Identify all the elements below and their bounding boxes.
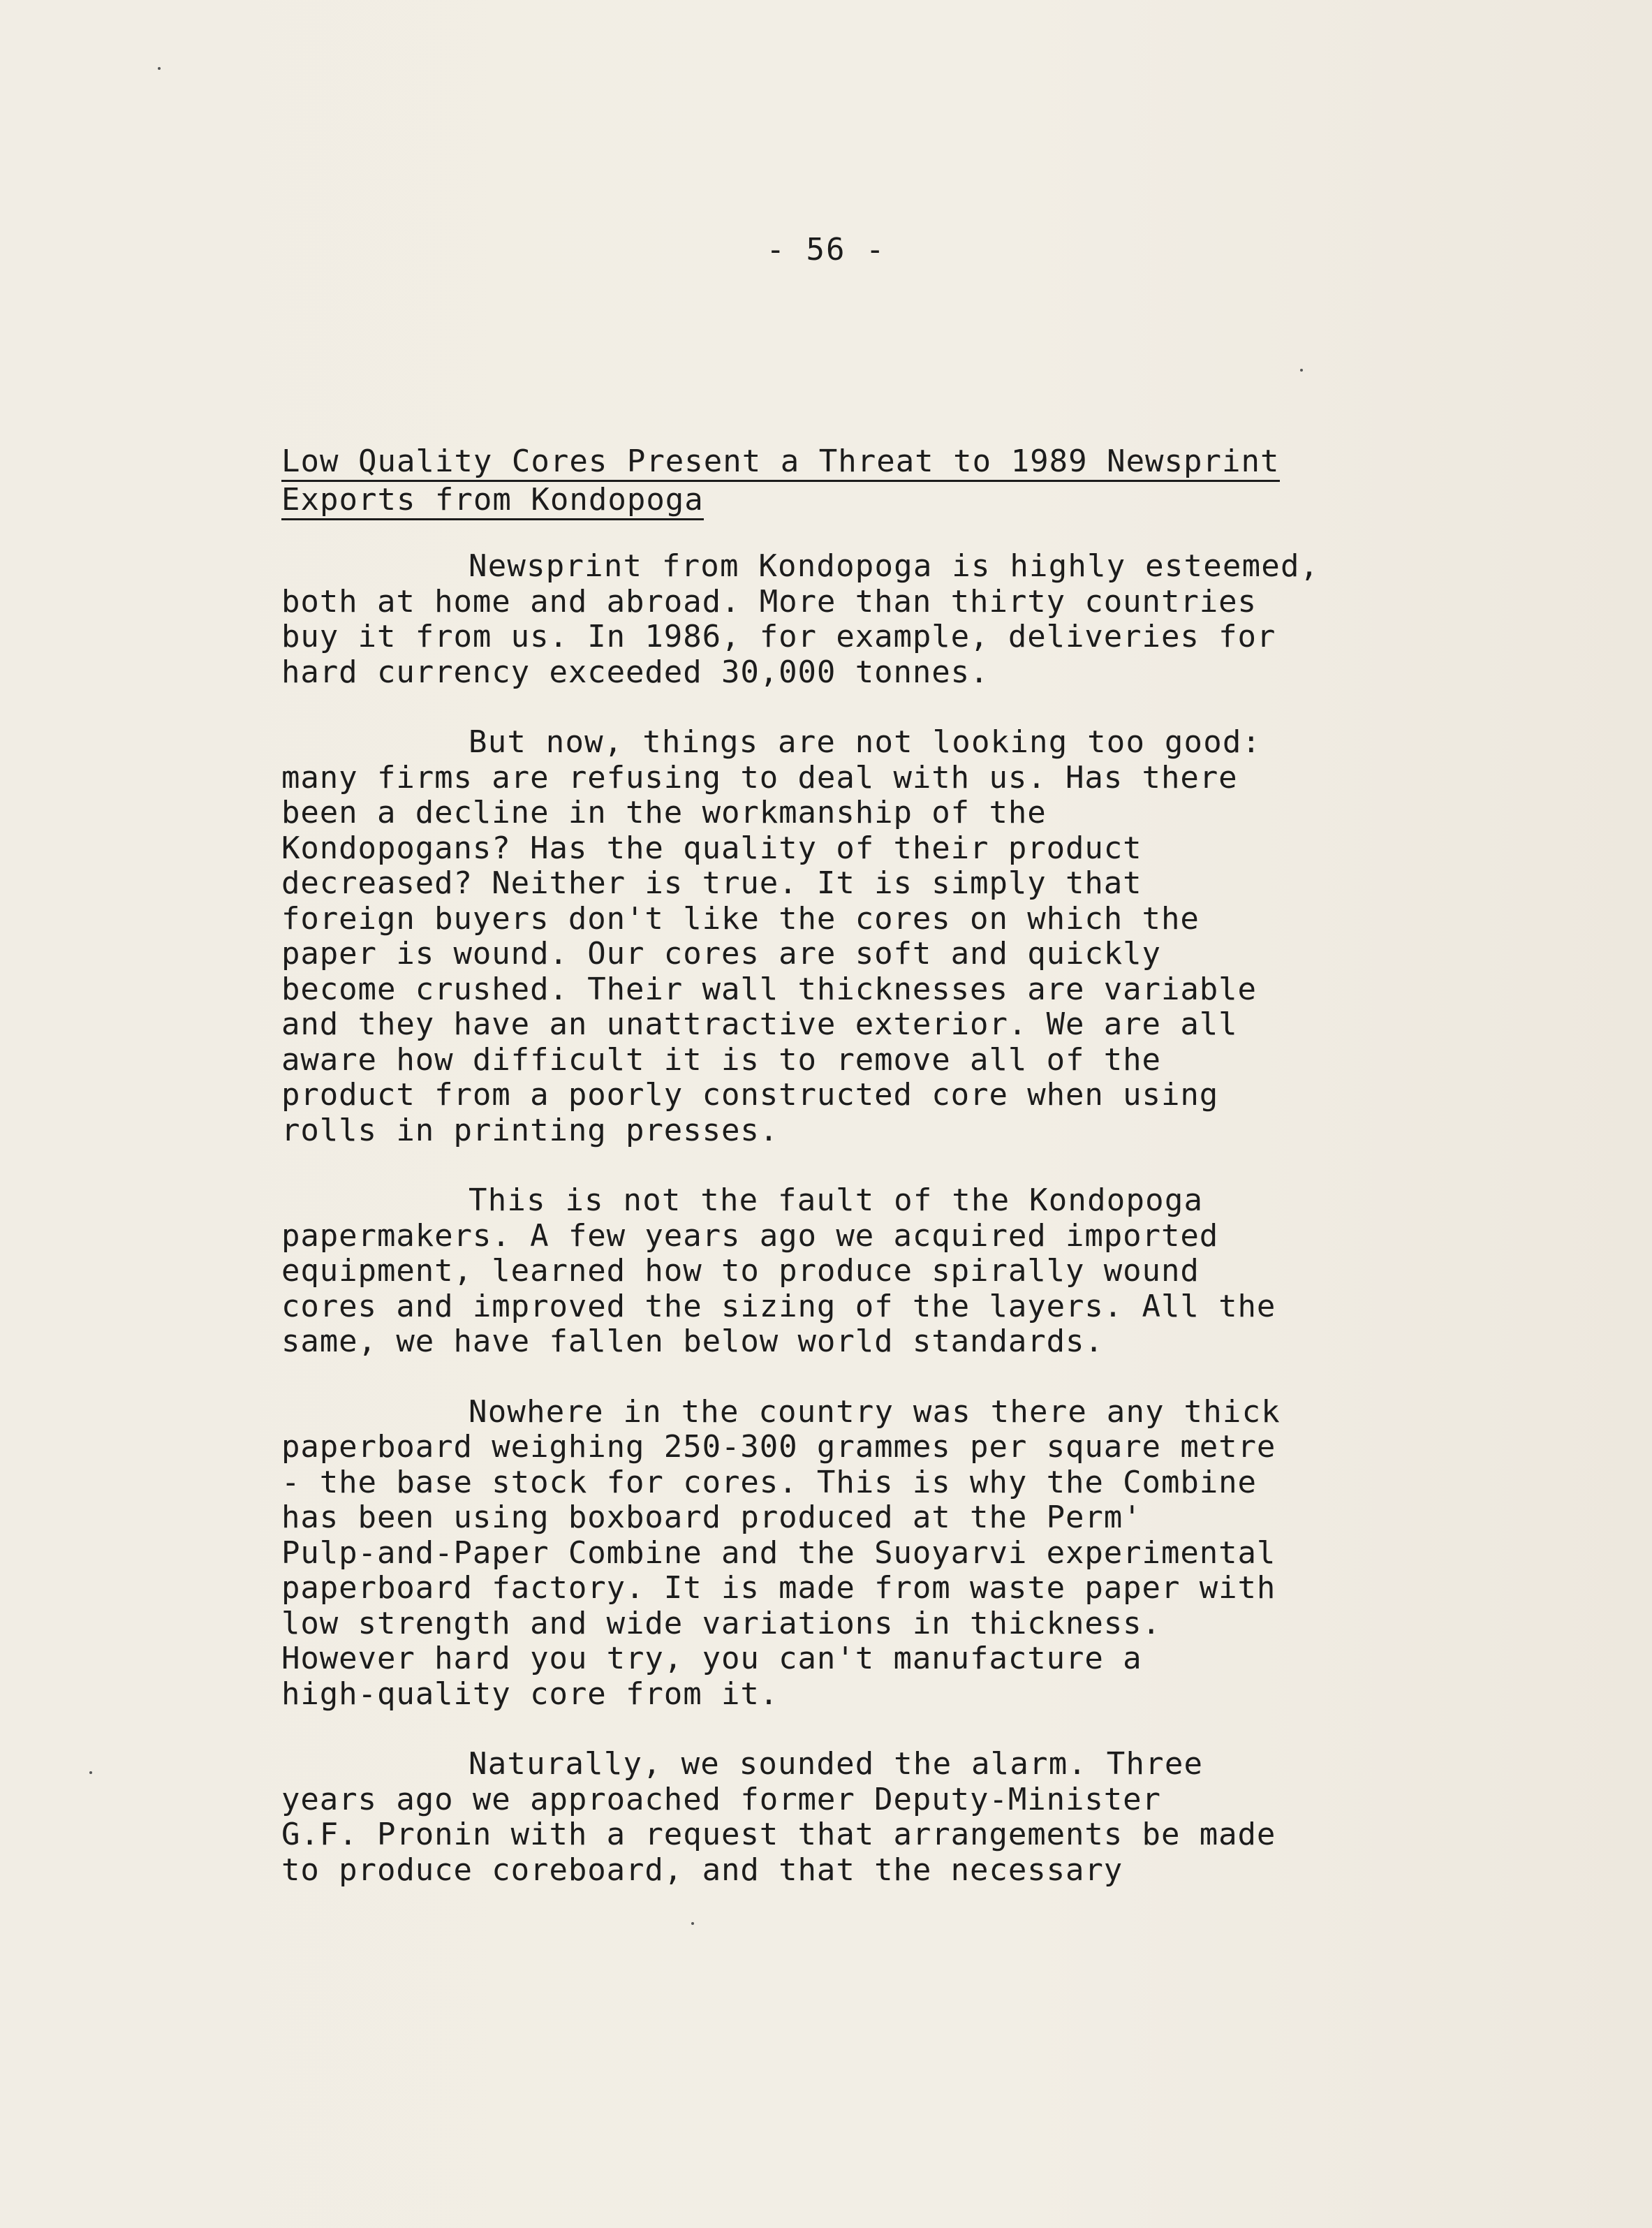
article-heading [281, 444, 1413, 520]
scan-speck [1300, 369, 1303, 372]
scan-speck [89, 1771, 92, 1774]
paragraph-3-text: This is not the fault of the Kondopoga papermakers. A few years ago we acquired imported equipment, learned how to produce spirally wound cores and improved the sizing of the layers. All the same, we have fallen below world standards. [281, 1182, 1276, 1359]
paragraph-3 [281, 1183, 1426, 1360]
paragraph-2 [281, 725, 1426, 1148]
heading-line-2: Exports from Kondopoga [281, 482, 704, 520]
scan-speck [691, 1922, 694, 1925]
paragraph-5-text: Naturally, we sounded the alarm. Three years ago we approached former Deputy-Minister G.F. Pronin with a request that arrangements be made to produce coreboard, and that the necessary [281, 1746, 1276, 1888]
heading-line-1: Low Quality Cores Present a Threat to 1989 Newsprint [281, 444, 1280, 482]
paragraph-1 [281, 549, 1426, 690]
paragraph-2-text: But now, things are not looking too good: many firms are refusing to deal with us. Has there been a decline in the workmanship of the Kondopogans? Has the quality of their product decreased? Neither is true. It is simply that foreign buyers don't like the cores on which the paper is wound. Our cores are soft and quickly become crushed. Their wall thicknesses are variable and they have an unattractive exterior. We are all aware how difficult it is to remove all of the product from a poorly constructed core when using rolls in printing presses. [281, 724, 1262, 1148]
paragraph-5 [281, 1747, 1426, 1888]
page-number: - 56 - [766, 232, 886, 267]
paragraph-1-text: Newsprint from Kondopoga is highly esteemed, both at home and abroad. More than thirty countries buy it from us. In 1986, for example, deliveries for hard currency exceeded 30,000 tonnes. [281, 548, 1320, 690]
paragraph-4-text: Nowhere in the country was there any thick paperboard weighing 250-300 grammes per square metre - the base stock for cores. This is why the Combine has been using boxboard produced at the Perm' Pulp-and-Paper Combine and the Suoyarvi experimental paperboard factory. It is made from waste paper with low strength and wide variations in thickness. However hard you try, you can't manufacture a high-quality core from it. [281, 1393, 1281, 1712]
paragraph-4 [281, 1395, 1426, 1713]
article-body [281, 549, 1426, 1923]
scan-speck [158, 67, 161, 70]
